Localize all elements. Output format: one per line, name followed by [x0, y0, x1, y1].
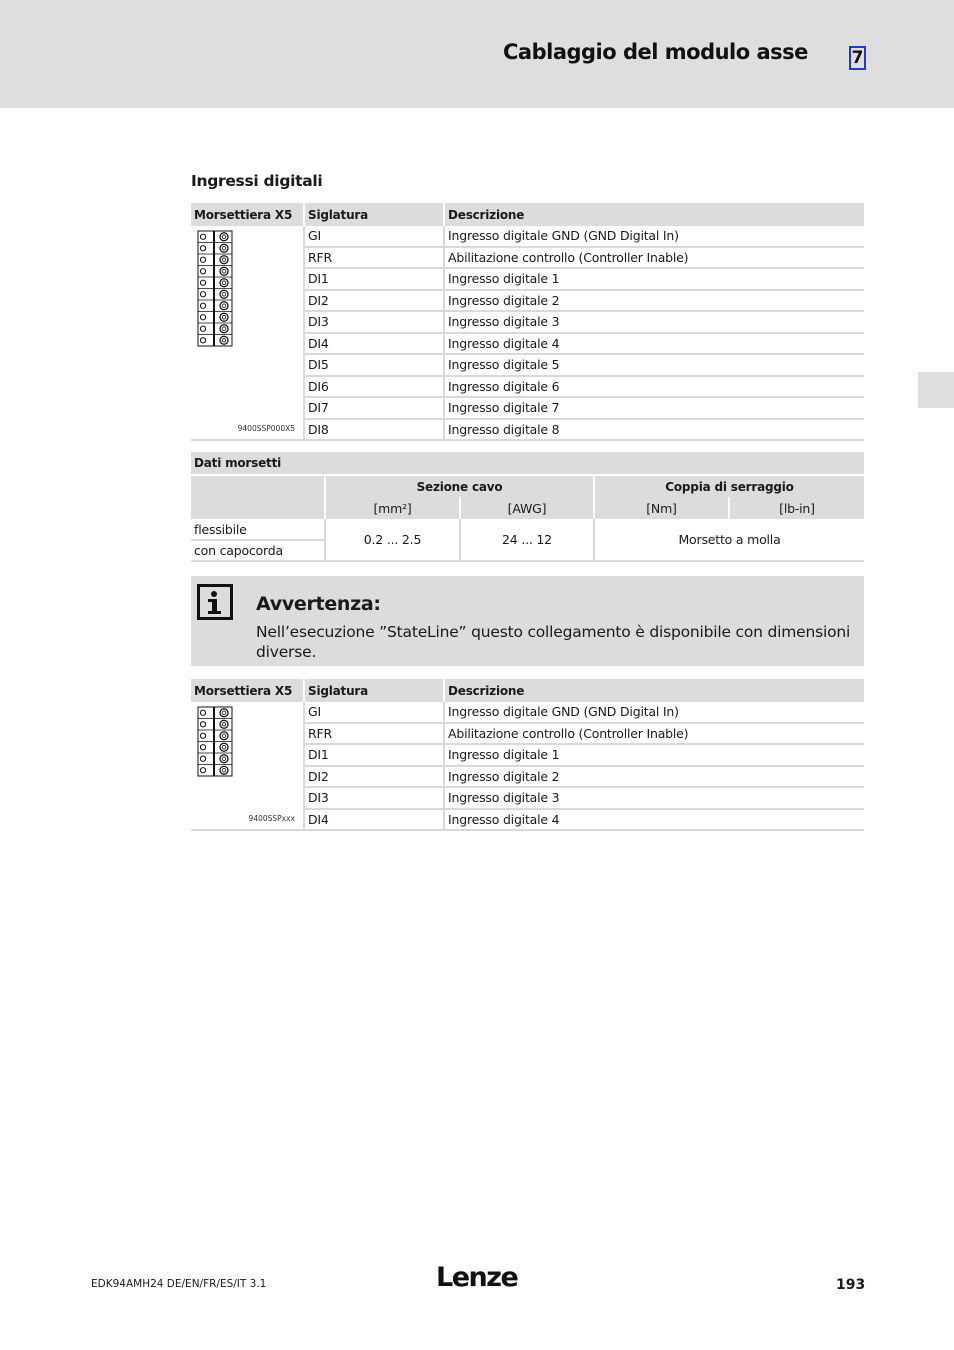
code-cell: RFR [304, 247, 444, 269]
code-cell: DI2 [304, 290, 444, 312]
column-header-code: Siglatura [304, 679, 444, 702]
description-cell: Ingresso digitale 3 [444, 787, 864, 809]
column-header-code: Siglatura [304, 203, 444, 226]
header-band [0, 0, 954, 108]
lenze-logo: Lenze [436, 1262, 518, 1293]
description-cell: Ingresso digitale 8 [444, 419, 864, 441]
torque-header: Coppia di serraggio [594, 475, 864, 497]
note-text: Nell’esecuzione ”StateLine” questo collegamento è disponibile con dimensioni diverse. [256, 623, 851, 661]
column-header-description: Descrizione [444, 679, 864, 702]
description-cell: Ingresso digitale GND (GND Digital In) [444, 226, 864, 247]
description-cell: Ingresso digitale 4 [444, 809, 864, 831]
description-cell: Ingresso digitale 5 [444, 354, 864, 376]
figure-caption: 9400SSPxxx [248, 814, 295, 823]
description-cell: Ingresso digitale 3 [444, 311, 864, 333]
document-id: EDK94AMH24 DE/EN/FR/ES/IT 3.1 [91, 1278, 267, 1290]
code-cell: GI [304, 226, 444, 247]
page-number: 193 [836, 1277, 866, 1293]
description-cell: Ingresso digitale 2 [444, 290, 864, 312]
chapter-number[interactable]: 7 [849, 46, 866, 70]
table-row [191, 226, 864, 247]
table-header-row [191, 679, 864, 702]
note-box [191, 576, 864, 666]
code-cell: DI8 [304, 419, 444, 441]
column-header-terminal: Morsettiera X5 [191, 679, 304, 702]
code-cell: DI1 [304, 268, 444, 290]
description-cell: Ingresso digitale 1 [444, 744, 864, 766]
code-cell: DI4 [304, 809, 444, 831]
code-cell: DI3 [304, 787, 444, 809]
column-header-terminal: Morsettiera X5 [191, 203, 304, 226]
table-row [191, 702, 864, 723]
terminal-strip-icon [197, 230, 233, 347]
terminal-data-table [191, 452, 864, 562]
info-icon [197, 584, 233, 620]
page-title: Cablaggio del modulo asse [503, 40, 808, 64]
terminal-strip-figure [191, 702, 304, 830]
digital-inputs-table [191, 203, 864, 441]
code-cell: DI4 [304, 333, 444, 355]
code-cell: DI2 [304, 766, 444, 788]
code-cell: DI5 [304, 354, 444, 376]
code-cell: GI [304, 702, 444, 723]
row-label-lug: con capocorda [191, 540, 325, 561]
description-cell: Abilitazione controllo (Controller Inable) [444, 723, 864, 745]
empty-header-cell [191, 475, 325, 519]
description-cell: Ingresso digitale 6 [444, 376, 864, 398]
code-cell: DI3 [304, 311, 444, 333]
code-cell: DI6 [304, 376, 444, 398]
description-cell: Ingresso digitale GND (GND Digital In) [444, 702, 864, 723]
mm2-value: 0.2 ... 2.5 [325, 519, 460, 561]
description-cell: Ingresso digitale 7 [444, 397, 864, 419]
unit-mm2: [mm²] [325, 497, 460, 519]
torque-value: Morsetto a molla [594, 519, 864, 561]
terminal-data-title: Dati morsetti [191, 452, 864, 475]
code-cell: DI7 [304, 397, 444, 419]
code-cell: RFR [304, 723, 444, 745]
figure-caption: 9400SSP000X5 [237, 424, 295, 433]
unit-awg: [AWG] [460, 497, 594, 519]
cable-section-header: Sezione cavo [325, 475, 594, 497]
side-tab-marker [918, 372, 954, 408]
table-header-row [191, 203, 864, 226]
terminal-strip-icon [197, 706, 233, 777]
section-heading: Ingressi digitali [191, 172, 323, 190]
awg-value: 24 ... 12 [460, 519, 594, 561]
note-title: Avvertenza: [256, 593, 381, 615]
row-label-flexible: flessibile [191, 519, 325, 540]
description-cell: Ingresso digitale 4 [444, 333, 864, 355]
terminal-strip-figure [191, 226, 304, 440]
description-cell: Abilitazione controllo (Controller Inable) [444, 247, 864, 269]
unit-lbin: [lb-in] [729, 497, 864, 519]
stateline-inputs-table [191, 679, 864, 831]
unit-nm: [Nm] [594, 497, 729, 519]
code-cell: DI1 [304, 744, 444, 766]
description-cell: Ingresso digitale 1 [444, 268, 864, 290]
description-cell: Ingresso digitale 2 [444, 766, 864, 788]
column-header-description: Descrizione [444, 203, 864, 226]
